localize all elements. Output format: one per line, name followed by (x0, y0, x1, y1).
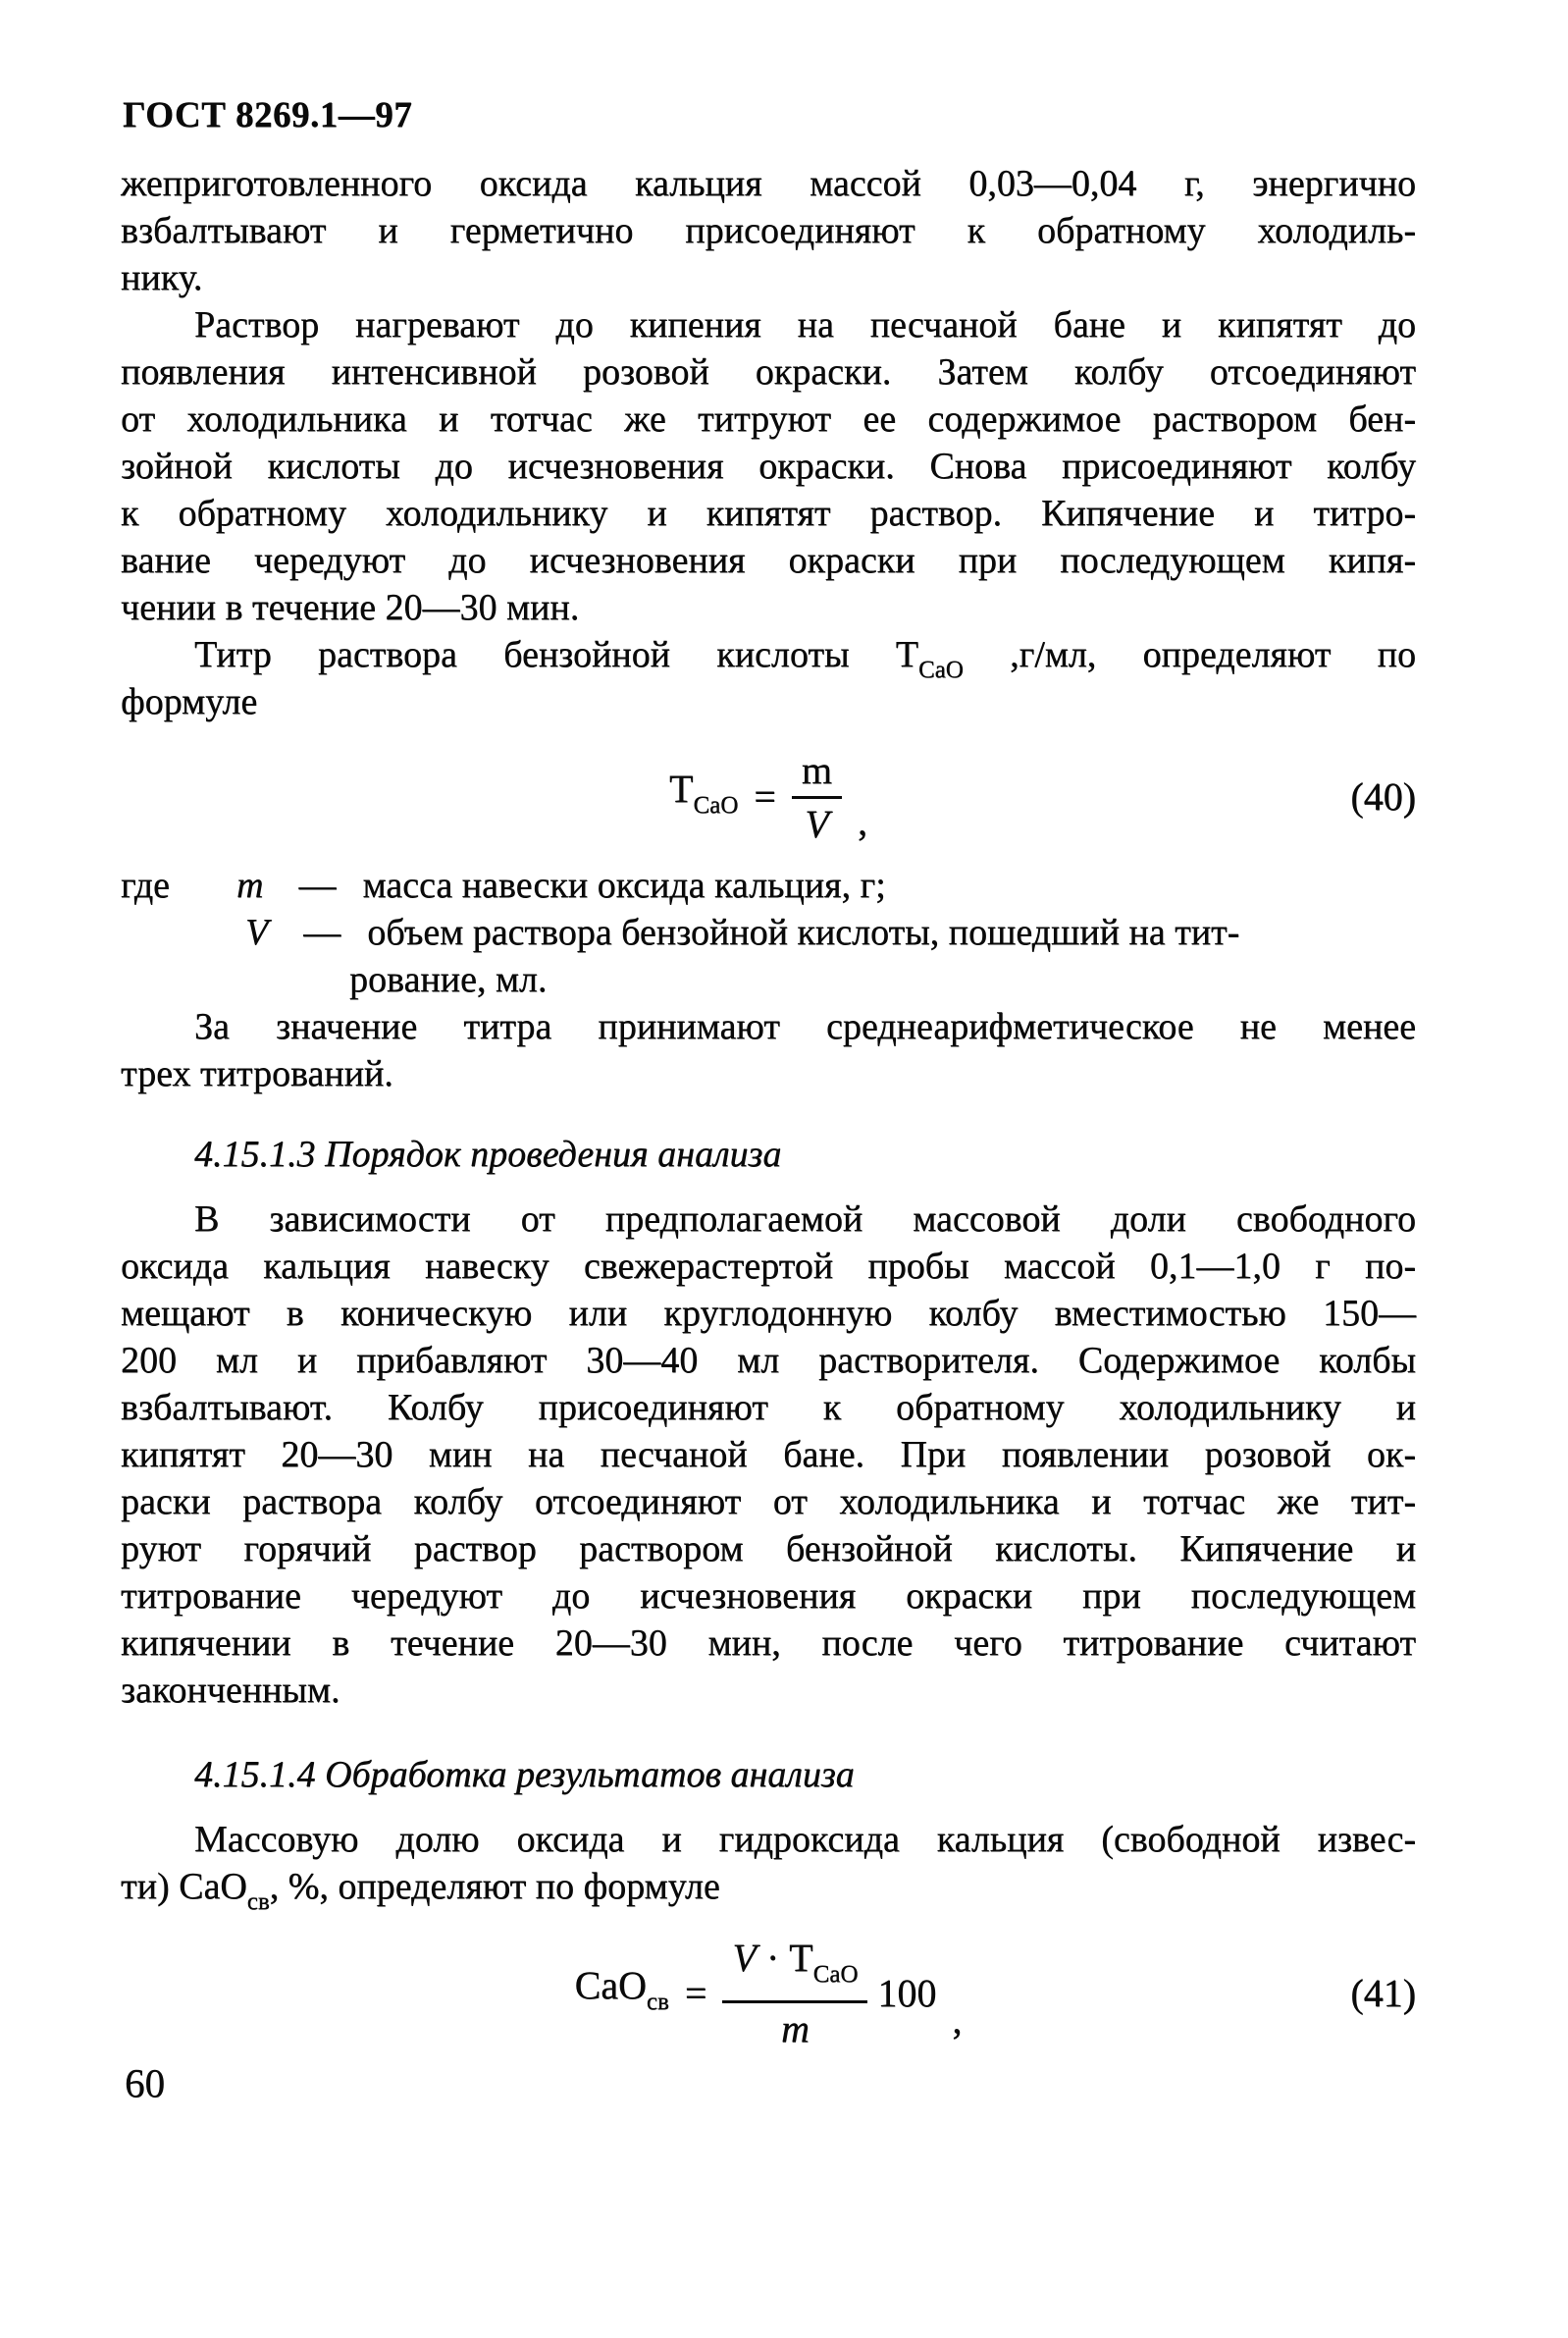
symbol-T: Т (789, 1936, 813, 1980)
equals-sign: = (684, 1971, 707, 2015)
text-line: нику. (121, 257, 203, 298)
text-line: к обратному холодильнику и кипятят раствор. Кипячение и титро- (121, 493, 1416, 534)
subscript: СаО (918, 657, 964, 683)
dot-operator: · (765, 1936, 780, 1980)
numerator (722, 1936, 867, 2003)
text-run: , %, определяют по формуле (269, 1866, 720, 1907)
text-line: В зависимости от предполагаемой массовой доли свободного (194, 1198, 1416, 1240)
fraction (722, 1936, 867, 2051)
subscript: св (646, 1988, 669, 2015)
formula-41 (121, 1936, 1416, 2050)
text-line: 200 мл и прибавляют 30—40 мл растворителя. Содержимое колбы (121, 1340, 1416, 1381)
text-line: взбалтывают и герметично присоединяют к обратному холодиль- (121, 210, 1416, 251)
text-line: мещают в коническую или круглодонную колбу вместимостью 150— (121, 1293, 1416, 1334)
formula-lhs (669, 767, 738, 828)
symbol-CaO: CaO (574, 1962, 647, 2007)
text-line (121, 909, 1416, 956)
text-line: руют горячий раствор раствором бензойной кислоты. Кипячение и (121, 1528, 1416, 1569)
where-keyword: где (121, 865, 170, 906)
text-line: взбалтывают. Колбу присоединяют к обратному холодильнику и (121, 1387, 1416, 1428)
subscript: СаО (693, 791, 739, 819)
text-line (121, 631, 1416, 683)
denominator: m (780, 2006, 810, 2050)
text-line: Раствор нагревают до кипения на песчаной бане и кипятят до (194, 304, 1416, 345)
page-number: 60 (125, 2060, 165, 2105)
where-definitions (121, 862, 1416, 1003)
text-line: законченным. (121, 1670, 340, 1711)
text-line: от холодильника и тотчас же титруют ее содержимое раствором бен- (121, 399, 1416, 440)
text-line: формуле (121, 681, 258, 722)
variable-m: m (236, 865, 264, 906)
formula-label: (41) (1350, 1971, 1416, 2015)
text-line: трех титрований. (121, 1053, 393, 1094)
numerator: m (792, 748, 842, 799)
text-line: чении в течение 20—30 мин. (121, 587, 580, 628)
paragraph (121, 160, 1416, 301)
text-line: Массовую долю оксида и гидроксида кальция (свободной извес- (194, 1819, 1416, 1860)
text-line (121, 862, 1416, 909)
paragraph (121, 1003, 1416, 1097)
text-line: титрование чередуют до исчезновения окраски при последующем (121, 1575, 1416, 1617)
paragraph (121, 1196, 1416, 1714)
variable-v: V (245, 912, 269, 953)
paragraph (121, 1816, 1416, 1915)
text-line: жеприготовленного оксида кальция массой 0,03—0,04 г, энергично (121, 163, 1416, 204)
paragraph (121, 631, 1416, 725)
comma: , (857, 799, 867, 843)
paragraph (121, 301, 1416, 631)
formula-40 (121, 745, 1416, 849)
text-line: За значение титра принимают среднеарифметическое не менее (194, 1006, 1416, 1047)
definition-text: объем раствора бензойной кислоты, пошедший на тит- (367, 912, 1240, 953)
text-column (121, 160, 1416, 2050)
equals-sign: = (754, 774, 776, 819)
text-line: появления интенсивной розовой окраски. Затем колбу отсоединяют (121, 351, 1416, 393)
subscript: СаО (812, 1961, 859, 1988)
text-line: рование, мл. (349, 959, 548, 1000)
subscript: св (246, 1888, 270, 1915)
text-line (121, 1863, 1416, 1915)
doc-number: ГОСТ 8269.1—97 (123, 95, 413, 135)
em-dash: — (298, 865, 337, 906)
formula-label: (40) (1350, 774, 1416, 819)
text-line: вание чередуют до исчезновения окраски при последующем кипя- (121, 540, 1416, 581)
text-line: раски раствора колбу отсоединяют от холодильника и тотчас же тит- (121, 1481, 1416, 1522)
section-heading-4-15-1-4: 4.15.1.4 Обработка результатов анализа (194, 1754, 855, 1795)
denominator: V (805, 801, 829, 846)
text-line: зойной кислоты до исчезновения окраски. Снова присоединяют колбу (121, 446, 1416, 487)
comma: , (952, 1997, 963, 2042)
symbol-T: Т (669, 766, 694, 811)
em-dash: — (303, 912, 341, 953)
text-run: ,г/мл, определяют по (963, 634, 1416, 675)
variable-v: V (732, 1936, 757, 1980)
factor-100: 100 (877, 1971, 937, 2015)
text-run: ти) CaO (121, 1866, 247, 1907)
text-line: оксида кальция навеску свежерастертой пробы массой 0,1—1,0 г по- (121, 1246, 1416, 1287)
formula-lhs (575, 1963, 669, 2025)
section-heading-4-15-1-3: 4.15.1.3 Порядок проведения анализа (194, 1134, 782, 1175)
text-line: кипячении в течение 20—30 мин, после чего титрование считают (121, 1622, 1416, 1664)
text-line: кипятят 20—30 мин на песчаной бане. При появлении розовой ок- (121, 1434, 1416, 1475)
fraction (792, 748, 842, 847)
definition-text: масса навески оксида кальция, г; (362, 865, 886, 906)
text-run: Титр раствора бензойной кислоты Т (194, 634, 918, 675)
